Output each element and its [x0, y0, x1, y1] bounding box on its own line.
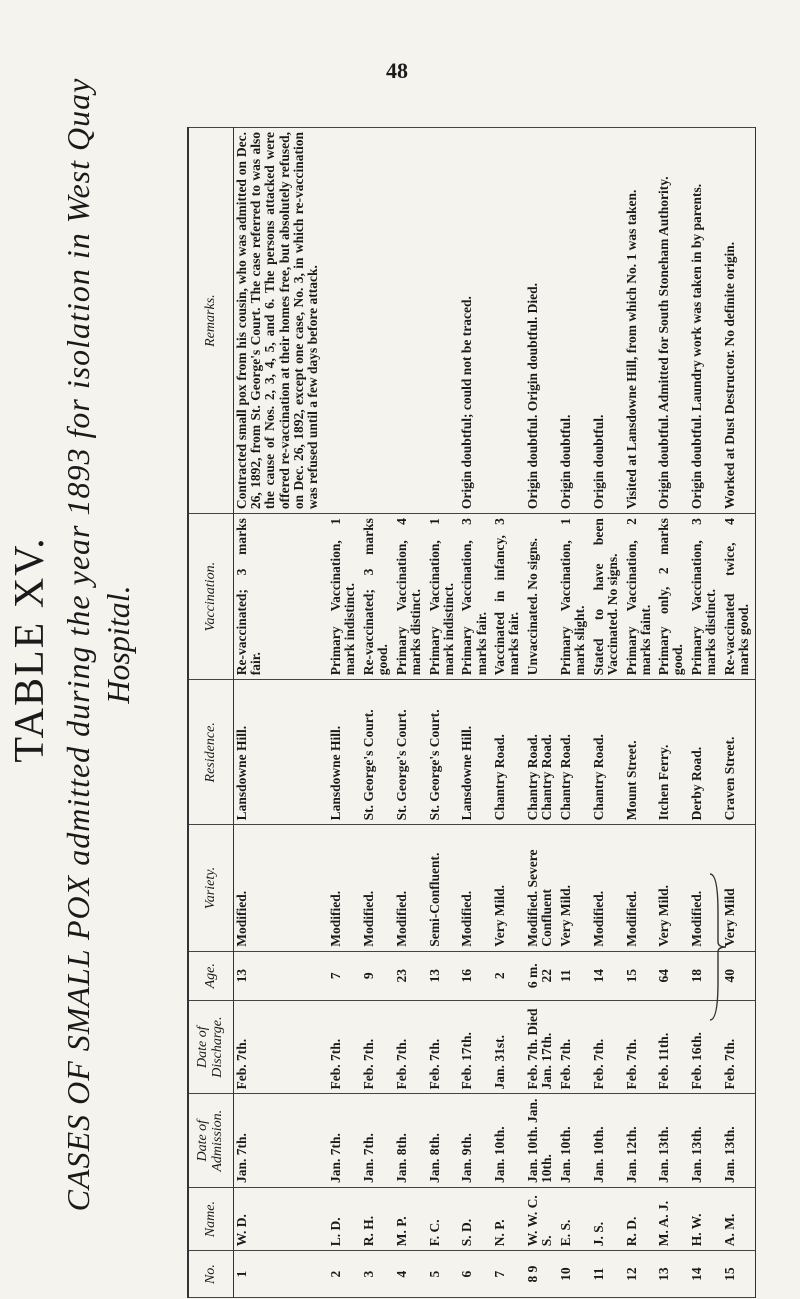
residence-cell: St. George's Court.: [427, 680, 460, 825]
vaccination-cell: Re-vaccinated; 3 marks fair.: [234, 514, 329, 680]
table-header-row: [188, 128, 234, 1298]
smallpox-cases-table: [187, 127, 756, 1298]
patient-name-cell: M. A. J.: [656, 1188, 689, 1251]
column-header: Date of Admission.: [188, 1094, 234, 1188]
admission-date-cell: Jan. 13th.: [656, 1094, 689, 1188]
admission-date-cell: Jan. 10th.: [591, 1094, 624, 1188]
discharge-date-cell: Feb. 7th.: [591, 1000, 624, 1094]
remarks-cell: [427, 128, 460, 514]
patient-name-cell: R. D.: [624, 1188, 657, 1251]
table-row: [328, 128, 361, 1298]
vaccination-cell: Primary Vaccination, 4 marks distinct.: [394, 514, 427, 680]
case-number-cell: 13: [656, 1251, 689, 1298]
table-row: [361, 128, 394, 1298]
patient-name-cell: W. D.: [234, 1188, 329, 1251]
column-header: Age.: [188, 951, 234, 1000]
vaccination-cell: Primary only, 2 marks good.: [656, 514, 689, 680]
case-number-cell: 5: [427, 1251, 460, 1298]
remarks-cell: [361, 128, 394, 514]
residence-cell: Itchen Ferry.: [656, 680, 689, 825]
patient-name-cell: N. P.: [492, 1188, 525, 1251]
case-number-cell: 3: [361, 1251, 394, 1298]
remarks-cell: Origin doubtful. Origin doubtful. Died.: [525, 128, 558, 514]
variety-cell: Very Mild.: [656, 825, 689, 951]
residence-cell: Derby Road.: [689, 680, 722, 825]
remarks-cell: Visited at Lansdowne Hill, from which No. 1 was taken.: [624, 128, 657, 514]
age-cell: 18: [689, 951, 722, 1000]
variety-cell: Modified.: [361, 825, 394, 951]
residence-cell: Lansdowne Hill.: [459, 680, 492, 825]
admission-date-cell: Jan. 12th.: [624, 1094, 657, 1188]
admission-date-cell: Jan. 10th.: [492, 1094, 525, 1188]
table-title-continuation: Hospital.: [100, 585, 136, 704]
discharge-date-cell: Feb. 7th.: [558, 1000, 591, 1094]
age-cell: 40: [722, 951, 756, 1000]
remarks-cell: [394, 128, 427, 514]
remarks-cell: Contracted small pox from his cousin, who was admitted on Dec. 26, 1892, from St. George's Court. The case referred to was also the cause of Nos. 2, 3, 4, 5, and 6. The persons attacked were offered re-vaccination at their homes free, but absolutely refused, on Dec. 26, 1892, except one case, No. 3, in which re-vaccination was refused until a few days before attack.: [234, 128, 329, 514]
residence-cell: Chantry Road.: [492, 680, 525, 825]
vaccination-cell: Stated to have been Vaccinated. No signs.: [591, 514, 624, 680]
patient-name-cell: F. C.: [427, 1188, 460, 1251]
discharge-date-cell: Feb. 7th.: [361, 1000, 394, 1094]
admission-date-cell: Jan. 7th.: [361, 1094, 394, 1188]
table-row: [722, 128, 756, 1298]
variety-cell: Very Mild.: [492, 825, 525, 951]
variety-cell: Modified. Severe Confluent: [525, 825, 558, 951]
table-title: CASES OF SMALL POX admitted during the year 1893 for isolation in West Quay: [60, 77, 96, 1212]
variety-cell: Very Mild: [722, 825, 756, 951]
patient-name-cell: W. W. C. S.: [525, 1188, 558, 1251]
table-body: [234, 128, 756, 1298]
patient-name-cell: L. D.: [328, 1188, 361, 1251]
age-cell: 9: [361, 951, 394, 1000]
case-number-cell: 4: [394, 1251, 427, 1298]
table-row: [525, 128, 558, 1298]
admission-date-cell: Jan. 13th.: [689, 1094, 722, 1188]
table-row: [234, 128, 329, 1298]
residence-cell: Lansdowne Hill.: [328, 680, 361, 825]
column-header: Variety.: [188, 825, 234, 951]
age-cell: 6 m. 22: [525, 951, 558, 1000]
case-number-cell: 12: [624, 1251, 657, 1298]
discharge-date-cell: Feb. 11th.: [656, 1000, 689, 1094]
variety-cell: Very Mild.: [558, 825, 591, 951]
discharge-date-cell: Feb. 7th.: [722, 1000, 756, 1094]
discharge-date-cell: Feb. 7th.: [394, 1000, 427, 1094]
patient-name-cell: S. D.: [459, 1188, 492, 1251]
variety-cell: Modified.: [234, 825, 329, 951]
remarks-cell: Origin doubtful.: [558, 128, 591, 514]
residence-cell: Chantry Road. Chantry Road.: [525, 680, 558, 825]
residence-cell: St. George's Court.: [361, 680, 394, 825]
page-number: 48: [386, 58, 408, 83]
vaccination-cell: Re-vaccinated; 3 marks good.: [361, 514, 394, 680]
discharge-date-cell: Feb. 7th.: [427, 1000, 460, 1094]
discharge-date-cell: Feb. 16th.: [689, 1000, 722, 1094]
patient-name-cell: A. M.: [722, 1188, 756, 1251]
table-row: [624, 128, 657, 1298]
variety-cell: Modified.: [689, 825, 722, 951]
remarks-cell: [492, 128, 525, 514]
discharge-date-cell: Feb. 7th.: [328, 1000, 361, 1094]
table-row: [394, 128, 427, 1298]
vaccination-cell: Primary Vaccination, 1 mark slight.: [558, 514, 591, 680]
admission-date-cell: Jan. 10th. Jan. 10th.: [525, 1094, 558, 1188]
curly-bracket-mark: [708, 872, 728, 1022]
remarks-cell: Worked at Dust Destructor. No definite origin.: [722, 128, 756, 514]
discharge-date-cell: Feb. 17th.: [459, 1000, 492, 1094]
table-heading: TABLE XV.: [7, 536, 53, 763]
case-number-cell: 15: [722, 1251, 756, 1298]
column-header: Date of Discharge.: [188, 1000, 234, 1094]
admission-date-cell: Jan. 8th.: [394, 1094, 427, 1188]
column-header: Name.: [188, 1188, 234, 1251]
patient-name-cell: J. S.: [591, 1188, 624, 1251]
admission-date-cell: Jan. 8th.: [427, 1094, 460, 1188]
table-row: [591, 128, 624, 1298]
vaccination-cell: Primary Vaccination, 1 mark indistinct.: [427, 514, 460, 680]
residence-cell: Mount Street.: [624, 680, 657, 825]
age-cell: 23: [394, 951, 427, 1000]
admission-date-cell: Jan. 13th.: [722, 1094, 756, 1188]
age-cell: 13: [234, 951, 329, 1000]
patient-name-cell: M. P.: [394, 1188, 427, 1251]
case-number-cell: 7: [492, 1251, 525, 1298]
case-number-cell: 14: [689, 1251, 722, 1298]
table-row: [558, 128, 591, 1298]
variety-cell: Modified.: [459, 825, 492, 951]
admission-date-cell: Jan. 10th.: [558, 1094, 591, 1188]
admission-date-cell: Jan. 9th.: [459, 1094, 492, 1188]
case-number-cell: 8 9: [525, 1251, 558, 1298]
vaccination-cell: Primary Vaccination, 3 marks distinct.: [689, 514, 722, 680]
patient-name-cell: R. H.: [361, 1188, 394, 1251]
admission-date-cell: Jan. 7th.: [328, 1094, 361, 1188]
case-number-cell: 10: [558, 1251, 591, 1298]
discharge-date-cell: Feb. 7th. Died Jan. 17th.: [525, 1000, 558, 1094]
variety-cell: Semi-Confluent.: [427, 825, 460, 951]
remarks-cell: Origin doubtful.: [591, 128, 624, 514]
discharge-date-cell: Feb. 7th.: [234, 1000, 329, 1094]
residence-cell: Lansdowne Hill.: [234, 680, 329, 825]
vaccination-cell: Primary Vaccination, 3 marks fair.: [459, 514, 492, 680]
vaccination-cell: Vaccinated in infancy, 3 marks fair.: [492, 514, 525, 680]
residence-cell: Craven Street.: [722, 680, 756, 825]
age-cell: 64: [656, 951, 689, 1000]
age-cell: 13: [427, 951, 460, 1000]
table-row: [427, 128, 460, 1298]
column-header: Residence.: [188, 680, 234, 825]
remarks-cell: [328, 128, 361, 514]
residence-cell: Chantry Road.: [558, 680, 591, 825]
vaccination-cell: Primary Vaccination, 2 marks faint.: [624, 514, 657, 680]
case-number-cell: 1: [234, 1251, 329, 1298]
remarks-cell: Origin doubtful. Laundry work was taken in by parents.: [689, 128, 722, 514]
variety-cell: Modified.: [328, 825, 361, 951]
variety-cell: Modified.: [591, 825, 624, 951]
vaccination-cell: Primary Vaccination, 1 mark indistinct.: [328, 514, 361, 680]
remarks-cell: Origin doubtful; could not be traced.: [459, 128, 492, 514]
age-cell: 14: [591, 951, 624, 1000]
column-header: Vaccination.: [188, 514, 234, 680]
table-row: [689, 128, 722, 1298]
admission-date-cell: Jan. 7th.: [234, 1094, 329, 1188]
table-row: [459, 128, 492, 1298]
column-header: Remarks.: [188, 128, 234, 514]
age-cell: 15: [624, 951, 657, 1000]
remarks-cell: Origin doubtful. Admitted for South Stoneham Authority.: [656, 128, 689, 514]
age-cell: 16: [459, 951, 492, 1000]
vaccination-cell: Re-vaccinated twice, 4 marks good.: [722, 514, 756, 680]
table-row: [492, 128, 525, 1298]
age-cell: 2: [492, 951, 525, 1000]
discharge-date-cell: Feb. 7th.: [624, 1000, 657, 1094]
case-number-cell: 2: [328, 1251, 361, 1298]
residence-cell: Chantry Road.: [591, 680, 624, 825]
age-cell: 7: [328, 951, 361, 1000]
age-cell: 11: [558, 951, 591, 1000]
patient-name-cell: E. S.: [558, 1188, 591, 1251]
variety-cell: Modified.: [394, 825, 427, 951]
table-row: [656, 128, 689, 1298]
patient-name-cell: H. W.: [689, 1188, 722, 1251]
vaccination-cell: Unvaccinated. No signs.: [525, 514, 558, 680]
residence-cell: St. George's Court.: [394, 680, 427, 825]
case-number-cell: 11: [591, 1251, 624, 1298]
column-header: No.: [188, 1251, 234, 1298]
case-number-cell: 6: [459, 1251, 492, 1298]
variety-cell: Modified.: [624, 825, 657, 951]
discharge-date-cell: Jan. 31st.: [492, 1000, 525, 1094]
